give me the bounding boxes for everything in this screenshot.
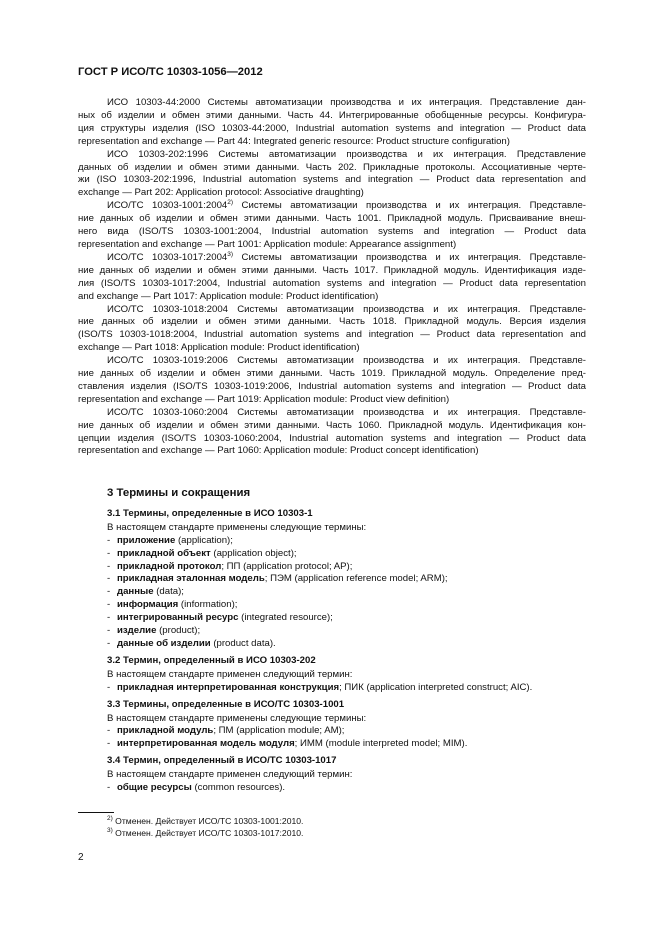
reference-entry bbox=[78, 200, 586, 252]
subsection-intro: В настоящем стандарте применены следующие термины: bbox=[107, 521, 367, 533]
term-name: информация bbox=[117, 599, 179, 611]
term-name: прикладной модуль bbox=[117, 725, 214, 737]
reference-entry bbox=[78, 252, 586, 304]
term-name: прикладной объект bbox=[117, 547, 211, 559]
term-name: прикладная интерпретированная конструкция bbox=[117, 681, 340, 693]
term-name: данные об изделии bbox=[117, 637, 211, 649]
footnote-marker: 2) bbox=[227, 199, 234, 207]
term-list bbox=[107, 535, 587, 651]
term-name: интегрированный ресурс bbox=[117, 612, 239, 624]
reference-line: лия (ISO/TS 10303-1017:2004, Industrial automation systems and integration — Product data representation bbox=[78, 277, 586, 289]
reference-line: ИСО 10303-202:1996 Системы автоматизации производства и их интеграция. Представление bbox=[107, 148, 586, 160]
page-number: 2 bbox=[78, 852, 84, 863]
term-item: - прикладной протокол; ПП (application protocol; AP); bbox=[107, 560, 353, 572]
footnote-marker: 3) bbox=[227, 250, 234, 258]
footnote bbox=[107, 827, 303, 839]
term-item: - прикладная эталонная модель; ПЭМ (application reference model; ARM); bbox=[107, 573, 448, 585]
term-item: - интегрированный ресурс (integrated resource); bbox=[107, 612, 333, 624]
term-item: - данные об изделии (product data). bbox=[107, 637, 276, 649]
reference-line: ИСО/ТС 10303-1019:2006 Системы автоматизации производства и их интеграция. Представле- bbox=[107, 355, 586, 367]
reference-entry bbox=[78, 149, 586, 201]
term-list bbox=[107, 682, 587, 695]
footnote-marker: 3) bbox=[107, 827, 113, 834]
term-item: - прикладной модуль; ПМ (application module; AM); bbox=[107, 725, 345, 737]
reference-line bbox=[78, 200, 586, 213]
reference-title: Системы автоматизации производства и их интеграция. Представле- bbox=[233, 200, 586, 212]
term-name: данные bbox=[117, 586, 154, 598]
reference-line: него вида (ISO/TS 10303-1001:2004, Industrial automation systems and integration — Product data bbox=[78, 226, 586, 238]
reference-entry bbox=[78, 407, 586, 459]
subsection-3-2 bbox=[107, 655, 587, 695]
reference-line: ние данных об изделии и обмен этими данными. Часть 1017. Прикладной модуль. Идентификация изде- bbox=[78, 264, 586, 276]
footnote-divider bbox=[78, 812, 114, 813]
footnote bbox=[107, 815, 303, 827]
term-detail: (data); bbox=[153, 586, 184, 598]
footnote-marker: 2) bbox=[107, 815, 113, 822]
reference-line: данных об изделии и обмен этими данными. Часть 202. Прикладные протоколы. Ассоциативные черте- bbox=[78, 161, 586, 173]
section-title: 3 Термины и сокращения bbox=[107, 487, 251, 499]
term-detail: (integrated resource); bbox=[238, 612, 333, 624]
reference-line: ИСО/ТС 10303-1060:2004 Системы автоматизации производства и их интеграция. Представле- bbox=[107, 406, 586, 418]
term-detail: (product data). bbox=[210, 637, 276, 649]
term-name: прикладная эталонная модель bbox=[117, 573, 265, 585]
footnote-text: Отменен. Действует ИСО/ТС 10303-1001:2010. bbox=[112, 816, 304, 826]
footnote-text: Отменен. Действует ИСО/ТС 10303-1017:2010. bbox=[112, 828, 304, 838]
term-item: - общие ресурсы (common resources). bbox=[107, 782, 286, 794]
term-detail: (product); bbox=[156, 625, 201, 637]
reference-line: ние данных об изделии и обмен этими данными. Часть 1001. Прикладной модуль. Присваивание внеш- bbox=[78, 213, 586, 225]
normative-references bbox=[78, 97, 586, 458]
term-item: - информация (information); bbox=[107, 599, 238, 611]
reference-code: ИСО/ТС 10303-1001:2004 bbox=[107, 200, 228, 212]
subsection-3-1 bbox=[107, 508, 587, 651]
terms-section bbox=[107, 487, 587, 799]
reference-line: ных об изделии и обмен этими данными. Часть 44. Интегрированные обобщенные ресурсы. Конфигура- bbox=[78, 109, 586, 121]
term-item: - изделие (product); bbox=[107, 625, 201, 637]
reference-code: ИСО/ТС 10303-1017:2004 bbox=[107, 251, 228, 263]
term-name: общие ресурсы bbox=[117, 782, 192, 794]
reference-line: ИСО 10303-44:2000 Системы автоматизации производства и их интеграция. Представление дан- bbox=[107, 97, 586, 108]
term-name: прикладной протокол bbox=[117, 560, 222, 572]
subsection-3-4 bbox=[107, 755, 587, 795]
reference-line: representation and exchange — Part 1060: Application module: Product concept identification) bbox=[78, 445, 479, 457]
term-item: - прикладной объект (application object); bbox=[107, 547, 297, 559]
reference-line: (ISO/TS 10303-1018:2004, Industrial automation systems and integration — Product data representation and bbox=[78, 329, 586, 341]
reference-line: exchange — Part 202: Application protocol: Associative draughting) bbox=[78, 187, 364, 199]
term-detail: (application); bbox=[175, 534, 233, 546]
reference-line: ние данных об изделии и обмен этими данными. Часть 1019. Прикладной модуль. Определение пред- bbox=[78, 368, 586, 380]
footnotes bbox=[107, 815, 303, 839]
term-detail: (common resources). bbox=[191, 782, 286, 794]
subsection-intro: В настоящем стандарте применен следующий термин: bbox=[107, 769, 353, 781]
reference-line: representation and exchange — Part 44: Integrated generic resource: Product structure configuration) bbox=[78, 135, 510, 147]
term-detail: (application object); bbox=[210, 547, 297, 559]
reference-line: and exchange — Part 1017: Application module: Product identification) bbox=[78, 290, 379, 302]
reference-line: жи (ISO 10303-202:1996, Industrial automation systems and integration — Product data representation and bbox=[78, 174, 586, 186]
subsection-intro: В настоящем стандарте применен следующий термин: bbox=[107, 668, 353, 680]
document-header: ГОСТ Р ИСО/ТС 10303-1056—2012 bbox=[78, 66, 263, 78]
subsection-intro: В настоящем стандарте применены следующие термины: bbox=[107, 712, 367, 724]
term-name: приложение bbox=[117, 534, 176, 546]
subsection-title: 3.4 Термин, определенный в ИСО/ТС 10303-1017 bbox=[107, 755, 337, 767]
term-detail: ; ИММ (module interpreted model; MIM). bbox=[294, 738, 468, 750]
reference-line bbox=[78, 252, 586, 265]
reference-line: цепции изделия (ISO/TS 10303-1060:2004, Industrial automation systems and integration — Product data bbox=[78, 432, 586, 444]
term-item: - данные (data); bbox=[107, 586, 184, 598]
term-item: - прикладная интерпретированная конструкция; ПИК (application interpreted construct; AIC). bbox=[107, 681, 533, 693]
term-detail: ; ПЭМ (application reference model; ARM); bbox=[264, 573, 448, 585]
subsection-3-3 bbox=[107, 699, 587, 752]
term-detail: ; ПМ (application module; AM); bbox=[213, 725, 345, 737]
reference-line: ИСО/ТС 10303-1018:2004 Системы автоматизации производства и их интеграция. Представле- bbox=[107, 303, 586, 315]
term-list bbox=[107, 782, 587, 795]
reference-line: ция структуры изделия (ISO 10303-44:2000, Industrial automation systems and integration — Product data bbox=[78, 122, 586, 134]
term-name: интерпретированная модель модуля bbox=[117, 738, 295, 750]
reference-line: ставления изделия (ISO/TS 10303-1019:2006, Industrial automation systems and integration — Product data bbox=[78, 380, 586, 392]
reference-line: representation and exchange — Part 1001: Application module: Appearance assignment) bbox=[78, 238, 457, 250]
term-item: - интерпретированная модель модуля; ИММ (module interpreted model; MIM). bbox=[107, 738, 468, 750]
reference-entry bbox=[78, 97, 586, 149]
reference-entry bbox=[78, 304, 586, 356]
subsection-title: 3.1 Термины, определенные в ИСО 10303-1 bbox=[107, 507, 313, 519]
subsection-title: 3.2 Термин, определенный в ИСО 10303-202 bbox=[107, 654, 316, 666]
reference-title: Системы автоматизации производства и их интеграция. Представле- bbox=[233, 251, 586, 263]
reference-entry bbox=[78, 355, 586, 407]
term-detail: ; ПП (application protocol; AP); bbox=[221, 560, 353, 572]
reference-line: representation and exchange — Part 1019: Application module: Product view definition) bbox=[78, 393, 450, 405]
term-list bbox=[107, 725, 587, 751]
term-detail: (information); bbox=[178, 599, 238, 611]
reference-line: exchange — Part 1018: Application module: Product identification) bbox=[78, 342, 360, 354]
term-item: - приложение (application); bbox=[107, 534, 233, 546]
reference-line: ние данных об изделии и обмен этими данными. Часть 1018. Прикладной модуль. Версия изделия bbox=[78, 316, 586, 328]
subsection-title: 3.3 Термины, определенные в ИСО/ТС 10303-1001 bbox=[107, 698, 345, 710]
reference-line: ние данных об изделии и обмен этими данными. Часть 1060. Прикладной модуль. Идентификация кон- bbox=[78, 419, 586, 431]
term-name: изделие bbox=[117, 625, 157, 637]
term-detail: ; ПИК (application interpreted construct; AIC). bbox=[339, 681, 533, 693]
